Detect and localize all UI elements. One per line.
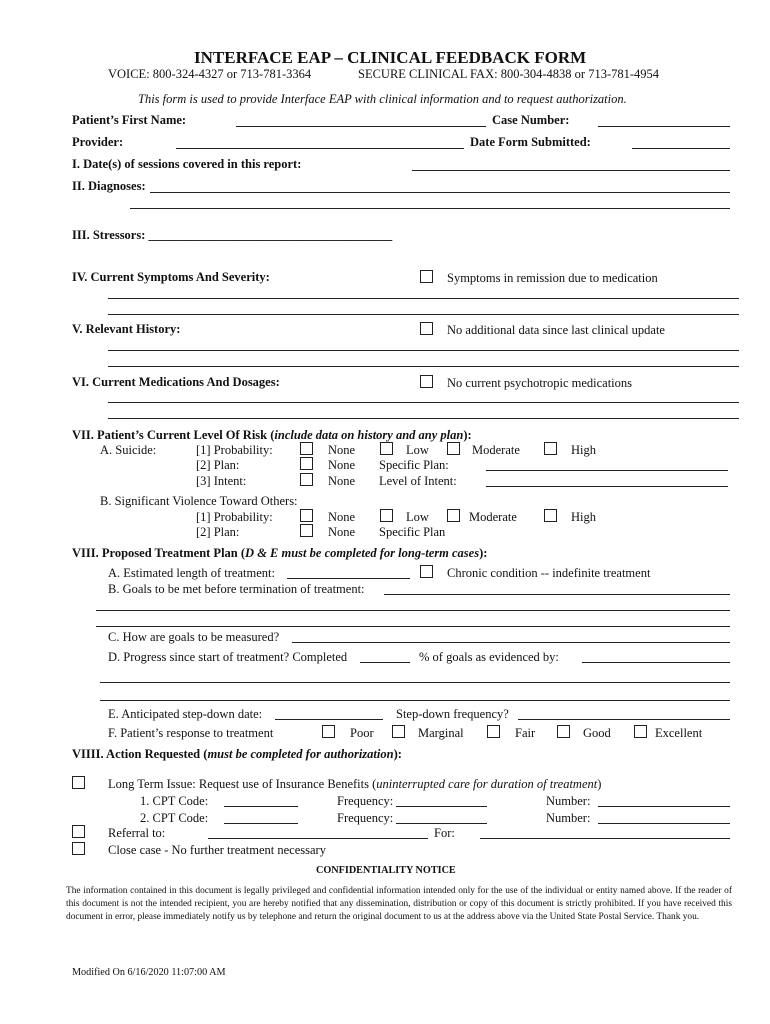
stepdown-frequency-label: Step-down frequency?: [396, 707, 509, 721]
symptoms-line-1[interactable]: [108, 298, 739, 299]
chronic-condition-label: Chronic condition -- indefinite treatment: [447, 566, 651, 580]
medications-line-1[interactable]: [108, 402, 739, 403]
cpt-code-2-field[interactable]: [224, 823, 298, 824]
referral-for-label: For:: [434, 826, 455, 840]
response-marginal-checkbox[interactable]: [392, 725, 405, 738]
referral-for-field[interactable]: [480, 838, 730, 839]
section-symptoms-label: IV. Current Symptoms And Severity:: [72, 270, 270, 284]
treatment-length-label: A. Estimated length of treatment:: [108, 566, 275, 580]
stepdown-date-label: E. Anticipated step-down date:: [108, 707, 263, 721]
suicide-probability-none-label: None: [328, 443, 356, 457]
history-line-1[interactable]: [108, 350, 739, 351]
suicide-probability-high-checkbox[interactable]: [544, 442, 557, 455]
violence-probability-moderate-checkbox[interactable]: [447, 509, 460, 522]
response-excellent-label: Excellent: [655, 726, 703, 740]
frequency-1-field[interactable]: [396, 806, 487, 807]
section-stressors-label[interactable]: III. Stressors: _______________________________________: [72, 228, 393, 242]
intro-text: This form is used to provide Interface EAP with clinical information and to request authorization.: [138, 92, 627, 106]
suicide-probability-low-checkbox[interactable]: [380, 442, 393, 455]
suicide-plan-none-label: None: [328, 458, 356, 472]
patient-first-name-label: Patient’s First Name:: [72, 113, 187, 127]
action-heading-c: ):: [393, 747, 402, 761]
risk-heading-a: VII. Patient’s Current Level Of Risk (: [72, 428, 275, 442]
case-number-label: Case Number:: [492, 113, 570, 127]
long-term-label-c: ): [597, 777, 602, 791]
suicide-probability-none-checkbox[interactable]: [300, 442, 313, 455]
response-poor-checkbox[interactable]: [322, 725, 335, 738]
confidentiality-title: CONFIDENTIALITY NOTICE: [316, 865, 456, 876]
section-medications-label: VI. Current Medications And Dosages:: [72, 375, 280, 389]
date-submitted-label: Date Form Submitted:: [470, 135, 591, 149]
referral-label: Referral to:: [108, 826, 166, 840]
referral-checkbox[interactable]: [72, 825, 85, 838]
treatment-heading-b: D & E must be completed for long-term cases: [245, 546, 480, 560]
symptoms-remission-label: Symptoms in remission due to medication: [447, 271, 658, 285]
violence-probability-label: [1] Probability:: [196, 510, 273, 524]
frequency-1-label: Frequency:: [337, 794, 394, 808]
no-additional-data-checkbox[interactable]: [420, 322, 433, 335]
response-label: F. Patient’s response to treatment: [108, 726, 274, 740]
treatment-heading-a: VIII. Proposed Treatment Plan (: [72, 546, 246, 560]
section-treatment-heading: [72, 546, 487, 560]
section-risk-heading: [72, 428, 472, 442]
suicide-probability-low-label: Low: [406, 443, 429, 457]
percent-goals-label: % of goals as evidenced by:: [419, 650, 559, 664]
suicide-probability-high-label: High: [571, 443, 596, 457]
violence-probability-low-label: Low: [406, 510, 429, 524]
suicide-intent-none-label: None: [328, 474, 356, 488]
diagnoses-line-2[interactable]: [130, 208, 730, 209]
frequency-2-label: Frequency:: [337, 811, 394, 825]
no-medications-label: No current psychotropic medications: [447, 376, 633, 390]
violence-probability-moderate-label: Moderate: [469, 510, 517, 524]
specific-plan-label: Specific Plan:: [379, 458, 449, 472]
no-medications-checkbox[interactable]: [420, 375, 433, 388]
stepdown-date-field[interactable]: [275, 719, 383, 720]
violence-probability-low-checkbox[interactable]: [380, 509, 393, 522]
chronic-condition-checkbox[interactable]: [420, 565, 433, 578]
response-excellent-checkbox[interactable]: [634, 725, 647, 738]
section-action-heading: [72, 747, 402, 761]
referral-field[interactable]: [208, 838, 428, 839]
number-2-field[interactable]: [598, 823, 730, 824]
response-fair-label: Fair: [515, 726, 536, 740]
symptoms-remission-checkbox[interactable]: [420, 270, 433, 283]
case-number-field[interactable]: [598, 126, 730, 127]
section-dates-label: I. Date(s) of sessions covered in this report:: [72, 157, 302, 171]
stepdown-frequency-field[interactable]: [518, 719, 730, 720]
suicide-intent-none-checkbox[interactable]: [300, 473, 313, 486]
goals-line-3[interactable]: [96, 626, 730, 627]
goals-measured-label: C. How are goals to be measured?: [108, 630, 280, 644]
response-marginal-label: Marginal: [418, 726, 464, 740]
violence-plan-none-checkbox[interactable]: [300, 524, 313, 537]
number-1-field[interactable]: [598, 806, 730, 807]
progress-line-2[interactable]: [100, 700, 730, 701]
level-of-intent-field[interactable]: [486, 486, 728, 487]
violence-plan-label: [2] Plan:: [196, 525, 240, 539]
action-heading-a: VIIII. Action Requested (: [72, 747, 208, 761]
long-term-label: [108, 777, 601, 791]
cpt-code-1-label: 1. CPT Code:: [140, 794, 209, 808]
goals-line-1[interactable]: [384, 594, 730, 595]
cpt-code-1-field[interactable]: [224, 806, 298, 807]
modified-date: Modified On 6/16/2020 11:07:00 AM: [72, 967, 226, 978]
response-good-checkbox[interactable]: [557, 725, 570, 738]
goals-measured-field[interactable]: [292, 642, 730, 643]
provider-field[interactable]: [176, 148, 464, 149]
suicide-probability-moderate-checkbox[interactable]: [447, 442, 460, 455]
section-history-label: V. Relevant History:: [72, 322, 181, 336]
violence-plan-none-label: None: [328, 525, 356, 539]
evidenced-by-field[interactable]: [582, 662, 730, 663]
number-2-label: Number:: [546, 811, 591, 825]
section-diagnoses-label: II. Diagnoses:: [72, 179, 146, 193]
cpt-code-2-label: 2. CPT Code:: [140, 811, 209, 825]
violence-label: B. Significant Violence Toward Others:: [100, 494, 298, 508]
response-good-label: Good: [583, 726, 611, 740]
treatment-length-field[interactable]: [287, 578, 410, 579]
close-case-label: Close case - No further treatment necessary: [108, 843, 326, 857]
goals-line-2[interactable]: [96, 610, 730, 611]
suicide-label: A. Suicide:: [100, 443, 157, 457]
long-term-checkbox[interactable]: [72, 776, 85, 789]
violence-probability-high-label: High: [571, 510, 596, 524]
suicide-plan-none-checkbox[interactable]: [300, 457, 313, 470]
fax-number: SECURE CLINICAL FAX: 800-304-4838 or 713-781-4954: [358, 67, 660, 81]
treatment-heading-c: ):: [479, 546, 488, 560]
confidentiality-text: The information contained in this document is legally privileged and confidential information intended only for the use of the individual or entity named above. If the reader of this document is not the intended recipient, you are hereby notified that any dissemination, distribution or copy of this document is strictly prohibited. If you have received this document in error, please immediately notify us by telephone and return the original document to us at the address above via the United State Postal Service. Thank you.: [66, 886, 732, 923]
violence-probability-high-checkbox[interactable]: [544, 509, 557, 522]
date-submitted-field[interactable]: [632, 148, 730, 149]
response-poor-label: Poor: [350, 726, 374, 740]
violence-specific-plan-label: Specific Plan: [379, 525, 446, 539]
patient-first-name-field[interactable]: [236, 126, 486, 127]
diagnoses-line-1[interactable]: [150, 192, 730, 193]
progress-label: D. Progress since start of treatment? Completed: [108, 650, 348, 664]
risk-heading-c: ):: [463, 428, 472, 442]
frequency-2-field[interactable]: [396, 823, 487, 824]
specific-plan-field[interactable]: [486, 470, 728, 471]
number-1-label: Number:: [546, 794, 591, 808]
close-case-checkbox[interactable]: [72, 842, 85, 855]
voice-number: VOICE: 800-324-4327 or 713-781-3364: [108, 67, 312, 81]
session-dates-field[interactable]: [412, 170, 730, 171]
progress-percent-field[interactable]: [360, 662, 410, 663]
provider-label: Provider:: [72, 135, 124, 149]
suicide-plan-label: [2] Plan:: [196, 458, 240, 472]
violence-probability-none-label: None: [328, 510, 356, 524]
level-of-intent-label: Level of Intent:: [379, 474, 457, 488]
goals-label: B. Goals to be met before termination of treatment:: [108, 582, 365, 596]
response-fair-checkbox[interactable]: [487, 725, 500, 738]
history-line-2[interactable]: [108, 366, 739, 367]
medications-line-2[interactable]: [108, 418, 739, 419]
risk-heading-b: include data on history and any plan: [274, 428, 464, 442]
suicide-probability-moderate-label: Moderate: [472, 443, 520, 457]
progress-line-1[interactable]: [100, 682, 730, 683]
action-heading-b: must be completed for authorization: [207, 747, 394, 761]
suicide-probability-label: [1] Probability:: [196, 443, 273, 457]
long-term-label-b: uninterrupted care for duration of treatment: [376, 777, 598, 791]
suicide-intent-label: [3] Intent:: [196, 474, 247, 488]
symptoms-line-2[interactable]: [108, 314, 739, 315]
no-additional-data-label: No additional data since last clinical update: [447, 323, 665, 337]
violence-probability-none-checkbox[interactable]: [300, 509, 313, 522]
long-term-label-a: Long Term Issue: Request use of Insurance Benefits (: [108, 777, 377, 791]
form-title: INTERFACE EAP – CLINICAL FEEDBACK FORM: [194, 48, 587, 67]
